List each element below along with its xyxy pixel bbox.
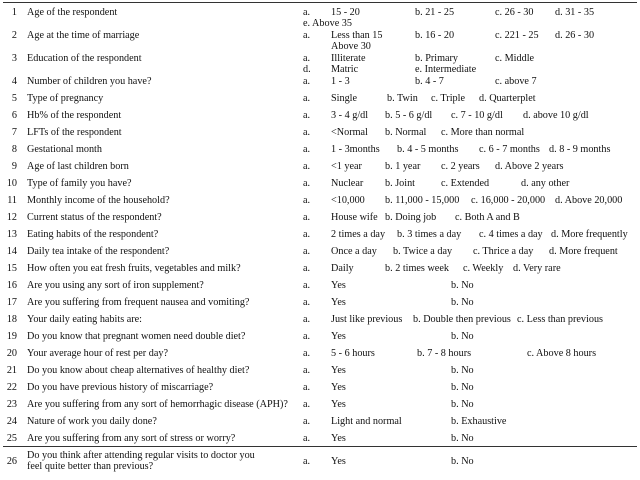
table-row xyxy=(0,227,640,244)
question-text: Monthly income of the household? xyxy=(27,195,170,206)
option-marker: a. xyxy=(303,416,311,427)
option: Matric xyxy=(331,64,359,75)
option: Just like previous xyxy=(331,314,403,325)
option: c. above 7 xyxy=(495,76,537,87)
question-text: Age of the respondent xyxy=(27,7,118,18)
table-row xyxy=(0,278,640,295)
option-marker: a. xyxy=(303,297,311,308)
question-text: Are you suffering from any sort of stress or worry? xyxy=(27,433,236,444)
question-text: LFTs of the respondent xyxy=(27,127,122,138)
question-text: Are you using any sort of iron supplement? xyxy=(27,280,204,291)
option: b. 3 times a day xyxy=(397,229,462,240)
question-text: Your daily eating habits are: xyxy=(27,314,142,325)
option-marker: a. xyxy=(303,331,311,342)
table-row xyxy=(0,312,640,329)
option: Less than 15 xyxy=(331,30,383,41)
table-row xyxy=(0,397,640,414)
question-number: 23 xyxy=(6,399,17,410)
option: d. any other xyxy=(521,178,570,189)
option: c. Both A and B xyxy=(455,212,520,223)
option-marker: a. xyxy=(303,433,311,444)
option: b. 4 - 5 months xyxy=(397,144,459,155)
option: c. Above 8 hours xyxy=(527,348,597,359)
option-marker: a. xyxy=(303,314,311,325)
question-text: Number of children you have? xyxy=(27,76,152,87)
option-marker: a. xyxy=(303,246,311,257)
option: b. 11,000 - 15,000 xyxy=(385,195,460,206)
option: d. above 10 g/dl xyxy=(523,110,589,121)
question-number: 14 xyxy=(6,246,17,257)
option: <10,000 xyxy=(331,195,365,206)
table-row xyxy=(0,28,640,51)
option: b. Double then previous xyxy=(413,314,511,325)
option-marker: a. xyxy=(303,229,311,240)
option: b. No xyxy=(451,433,474,444)
option: d. 26 - 30 xyxy=(555,30,595,41)
option: c. Weekly xyxy=(463,263,504,274)
option: 15 - 20 xyxy=(331,7,360,18)
option: b. No xyxy=(451,456,474,467)
option-marker: a. xyxy=(303,280,311,291)
option: b. 4 - 7 xyxy=(415,76,444,87)
table-row xyxy=(0,108,640,125)
question-number: 5 xyxy=(11,93,17,104)
option: <Normal xyxy=(331,127,368,138)
option: Above 30 xyxy=(331,41,371,52)
option-marker: a. xyxy=(303,7,311,18)
table-row xyxy=(0,176,640,193)
option: d. Above 2 years xyxy=(495,161,564,172)
option: b. Joint xyxy=(385,178,416,189)
question-number: 21 xyxy=(6,365,17,376)
option: Yes xyxy=(331,382,346,393)
option: c. 26 - 30 xyxy=(495,7,534,18)
question-number: 11 xyxy=(7,195,17,206)
option: Illiterate xyxy=(331,53,366,64)
option: 5 - 6 hours xyxy=(331,348,375,359)
question-text: Age at the time of marriage xyxy=(27,30,140,41)
option: b. Normal xyxy=(385,127,427,138)
table-row xyxy=(0,448,640,473)
option: c. 4 times a day xyxy=(479,229,543,240)
question-number: 4 xyxy=(11,76,17,87)
question-text: Your average hour of rest per day? xyxy=(27,348,168,359)
table-top-rule xyxy=(3,2,637,3)
table-row xyxy=(0,363,640,380)
question-text: Current status of the respondent? xyxy=(27,212,162,223)
table-row xyxy=(0,142,640,159)
table-row xyxy=(0,210,640,227)
table-row xyxy=(0,5,640,28)
option: b. 1 year xyxy=(385,161,421,172)
option: d. More frequently xyxy=(551,229,628,240)
option: Yes xyxy=(331,297,346,308)
question-number: 13 xyxy=(6,229,17,240)
option: Yes xyxy=(331,331,346,342)
option: 1 - 3months xyxy=(331,144,380,155)
question-text: Daily tea intake of the respondent? xyxy=(27,246,170,257)
question-text: Hb% of the respondent xyxy=(27,110,122,121)
option: b. 5 - 6 g/dl xyxy=(385,110,433,121)
option: 1 - 3 xyxy=(331,76,350,87)
option: c. Middle xyxy=(495,53,535,64)
table-row xyxy=(0,329,640,346)
option: Single xyxy=(331,93,358,104)
option: Yes xyxy=(331,280,346,291)
option: e. Intermediate xyxy=(415,64,477,75)
option: b. No xyxy=(451,365,474,376)
option-marker: a. xyxy=(303,144,311,155)
option-marker: a. xyxy=(303,93,311,104)
question-text: Do you know about cheap alternatives of healthy diet? xyxy=(27,365,250,376)
option: Yes xyxy=(331,399,346,410)
option: e. Above 35 xyxy=(303,18,352,29)
option: b. Twice a day xyxy=(393,246,453,257)
option-marker: a. xyxy=(303,53,311,64)
option: Light and normal xyxy=(331,416,402,427)
option: b. No xyxy=(451,382,474,393)
question-number: 18 xyxy=(6,314,17,325)
option: c. Extended xyxy=(441,178,490,189)
option: b. No xyxy=(451,297,474,308)
table-row xyxy=(0,261,640,278)
option: c. 7 - 10 g/dl xyxy=(451,110,503,121)
option: b. Twin xyxy=(387,93,418,104)
question-number: 7 xyxy=(11,127,17,138)
option-marker: a. xyxy=(303,127,311,138)
table-row xyxy=(0,159,640,176)
option: b. Primary xyxy=(415,53,459,64)
option-marker: a. xyxy=(303,212,311,223)
table-row xyxy=(0,346,640,363)
option-marker: a. xyxy=(303,348,311,359)
question-text: Type of pregnancy xyxy=(27,93,104,104)
question-number: 19 xyxy=(6,331,17,342)
option: d. 8 - 9 months xyxy=(549,144,611,155)
option: Yes xyxy=(331,365,346,376)
option: Daily xyxy=(331,263,354,274)
question-number: 6 xyxy=(11,110,17,121)
question-number: 20 xyxy=(6,348,17,359)
question-text: Do you have previous history of miscarriage? xyxy=(27,382,214,393)
option: b. 16 - 20 xyxy=(415,30,455,41)
option: Nuclear xyxy=(331,178,364,189)
question-text: Do you know that pregnant women need double diet? xyxy=(27,331,246,342)
option: 2 times a day xyxy=(331,229,386,240)
option: <1 year xyxy=(331,161,362,172)
option: b. 7 - 8 hours xyxy=(417,348,472,359)
question-number: 25 xyxy=(6,433,17,444)
table-row xyxy=(0,125,640,142)
option: d. 31 - 35 xyxy=(555,7,595,18)
option-marker: a. xyxy=(303,365,311,376)
option: b. 21 - 25 xyxy=(415,7,455,18)
question-text: How often you eat fresh fruits, vegetables and milk? xyxy=(27,263,241,274)
table-row xyxy=(0,91,640,108)
questionnaire-table xyxy=(0,5,640,473)
question-number: 10 xyxy=(6,178,17,189)
question-number: 26 xyxy=(6,456,17,467)
question-text: Education of the respondent xyxy=(27,53,142,64)
table-row xyxy=(0,193,640,210)
option: c. 2 years xyxy=(441,161,480,172)
option: c. 6 - 7 months xyxy=(479,144,540,155)
option-marker: a. xyxy=(303,263,311,274)
question-number: 1 xyxy=(11,7,17,18)
question-number: 2 xyxy=(11,30,17,41)
option-marker: a. xyxy=(303,110,311,121)
option: Yes xyxy=(331,456,346,467)
option: d. More frequent xyxy=(549,246,618,257)
option: c. More than normal xyxy=(441,127,525,138)
option: d. Very rare xyxy=(513,263,561,274)
option: b. Doing job xyxy=(385,212,437,223)
question-number: 22 xyxy=(6,382,17,393)
question-text: Type of family you have? xyxy=(27,178,132,189)
option: c. 16,000 - 20,000 xyxy=(471,195,546,206)
table-bottom-rule xyxy=(3,446,637,447)
option: Yes xyxy=(331,433,346,444)
option: House wife xyxy=(331,212,378,223)
question-number: 15 xyxy=(6,263,17,274)
question-number: 8 xyxy=(11,144,17,155)
option: b. 2 times week xyxy=(385,263,449,274)
table-row xyxy=(0,380,640,397)
table-row xyxy=(0,74,640,91)
question-text: Eating habits of the respondent? xyxy=(27,229,159,240)
table-row xyxy=(0,295,640,312)
option: c. Less than previous xyxy=(517,314,604,325)
option: d. Above 20,000 xyxy=(555,195,623,206)
answer-options xyxy=(331,456,636,480)
question-number: 24 xyxy=(6,416,17,427)
option: Once a day xyxy=(331,246,377,257)
option: c. Triple xyxy=(431,93,465,104)
question-text: Age of last children born xyxy=(27,161,129,172)
option-marker: a. xyxy=(303,161,311,172)
option: c. 221 - 25 xyxy=(495,30,539,41)
question-number: 9 xyxy=(11,161,17,172)
table-row xyxy=(0,51,640,74)
option-marker: a. xyxy=(303,195,311,206)
question-text: Are you suffering from frequent nausea and vomiting? xyxy=(27,297,250,308)
question-text: Nature of work you daily done? xyxy=(27,416,157,427)
question-number: 12 xyxy=(6,212,17,223)
option-marker: a. xyxy=(303,382,311,393)
question-text: Do you think after attending regular visits to doctor you feel quite better than previous? xyxy=(27,450,255,472)
option-marker: a. xyxy=(303,399,311,410)
option-marker: a. xyxy=(303,456,311,467)
option: b. Exhaustive xyxy=(451,416,507,427)
option: b. No xyxy=(451,331,474,342)
option: b. No xyxy=(451,280,474,291)
question-text: Are you suffering from any sort of hemorrhagic disease (APH)? xyxy=(27,399,288,410)
option: d. Quarterplet xyxy=(479,93,536,104)
question-number: 16 xyxy=(6,280,17,291)
option-marker: a. xyxy=(303,178,311,189)
option-marker: d. xyxy=(303,64,311,75)
question-number: 17 xyxy=(6,297,17,308)
table-row xyxy=(0,244,640,261)
table-row xyxy=(0,414,640,431)
option: c. Thrice a day xyxy=(473,246,534,257)
option-marker: a. xyxy=(303,30,311,41)
question-text: Gestational month xyxy=(27,144,102,155)
question-number: 3 xyxy=(11,53,17,64)
option: 3 - 4 g/dl xyxy=(331,110,369,121)
option: b. No xyxy=(451,399,474,410)
option-marker: a. xyxy=(303,76,311,87)
